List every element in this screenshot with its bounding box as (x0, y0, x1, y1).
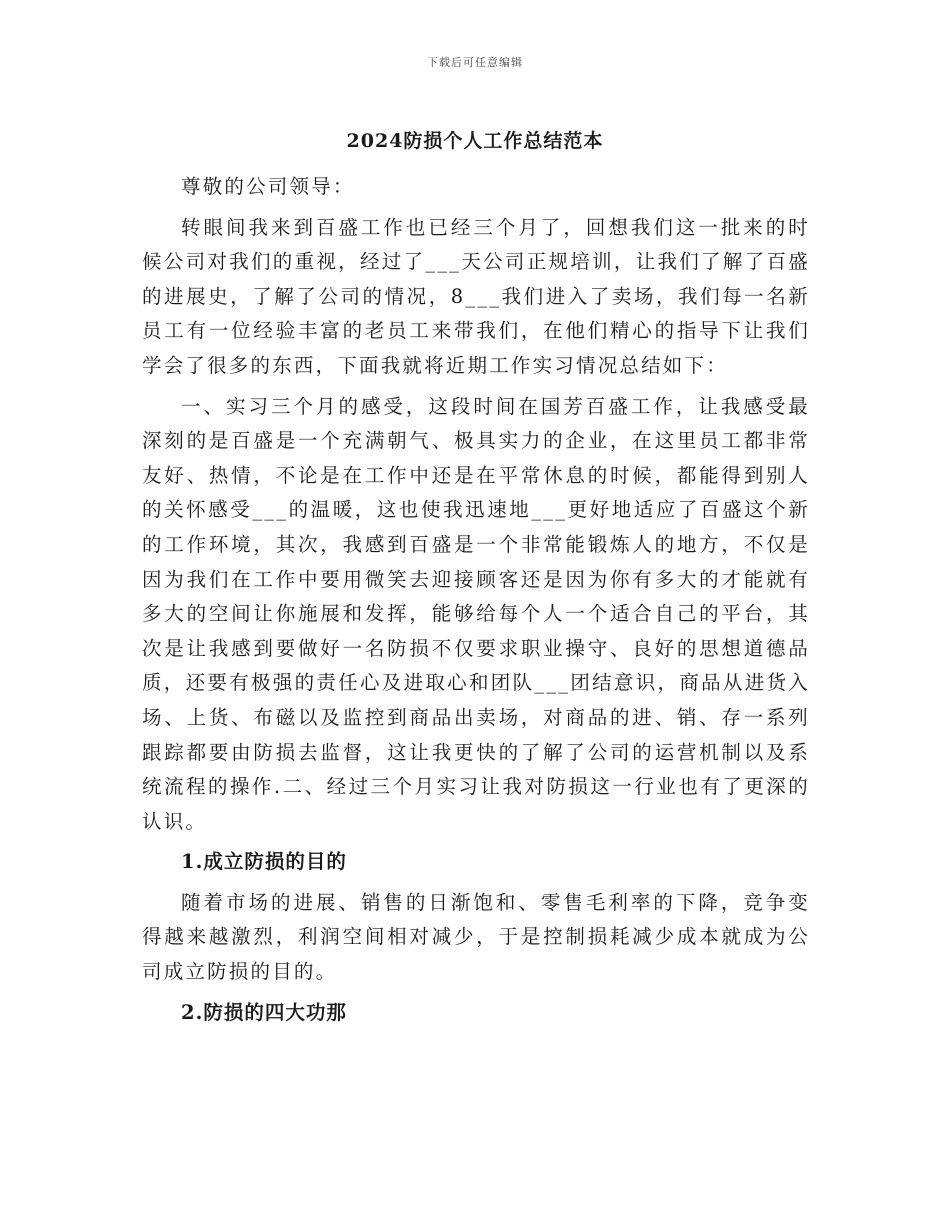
header-note: 下载后可任意编辑 (427, 56, 523, 69)
document-body (142, 170, 810, 1030)
salutation: 尊敬的公司领导： (181, 175, 355, 198)
section-heading-functions: 2.防损的四大功那 (181, 1000, 347, 1024)
paragraph-feelings: 一、实习三个月的感受，这段时间在国芳百盛工作，让我感受最深刻的是百盛是一个充满朝气、极具实力的企业，在这里员工都非常友好、热情，不论是在工作中还是在平常休息的时候，都能得到别人的关怀感受___的温暖，这也使我迅速地___更好地适应了百盛这个新的工作环境，其次，我感到百盛是一个非常能锻炼人的地方，不仅是因为我们在工作中要用微笑去迎接顾客还是因为你有多大的才能就有多大的空间让你施展和发挥，能够给每个人一个适合自己的平台，其次是让我感到要做好一名防损不仅要求职业操守、良好的思想道德品质，还要有极强的责任心及进取心和团队___团结意识，商品从进货入场、上货、布磁以及监控到商品出卖场，对商品的进、销、存一系列跟踪都要由防损去监督，这让我更快的了解了公司的运营机制以及系统流程的操作.二、经过三个月实习让我对防损这一行业也有了更深的认识。 (142, 394, 810, 833)
document-title: 2024防损个人工作总结范本 (346, 130, 604, 152)
section-heading-purpose: 1.成立防损的目的 (181, 850, 347, 874)
paragraph-purpose: 随着市场的进展、销售的日渐饱和、零售毛利率的下降，竞争变得越来越激烈，利润空间相对减少，于是控制损耗减少成本就成为公司成立防损的目的。 (142, 890, 810, 984)
paragraph-intro: 转眼间我来到百盛工作也已经三个月了，回想我们这一批来的时候公司对我们的重视，经过了___天公司正规培训，让我们了解了百盛的进展史，了解了公司的情况，8___我们进入了卖场，我们每一名新员工有一位经验丰富的老员工来带我们，在他们精心的指导下让我们学会了很多的东西，下面我就将近期工作实习情况总结如下： (142, 215, 810, 377)
